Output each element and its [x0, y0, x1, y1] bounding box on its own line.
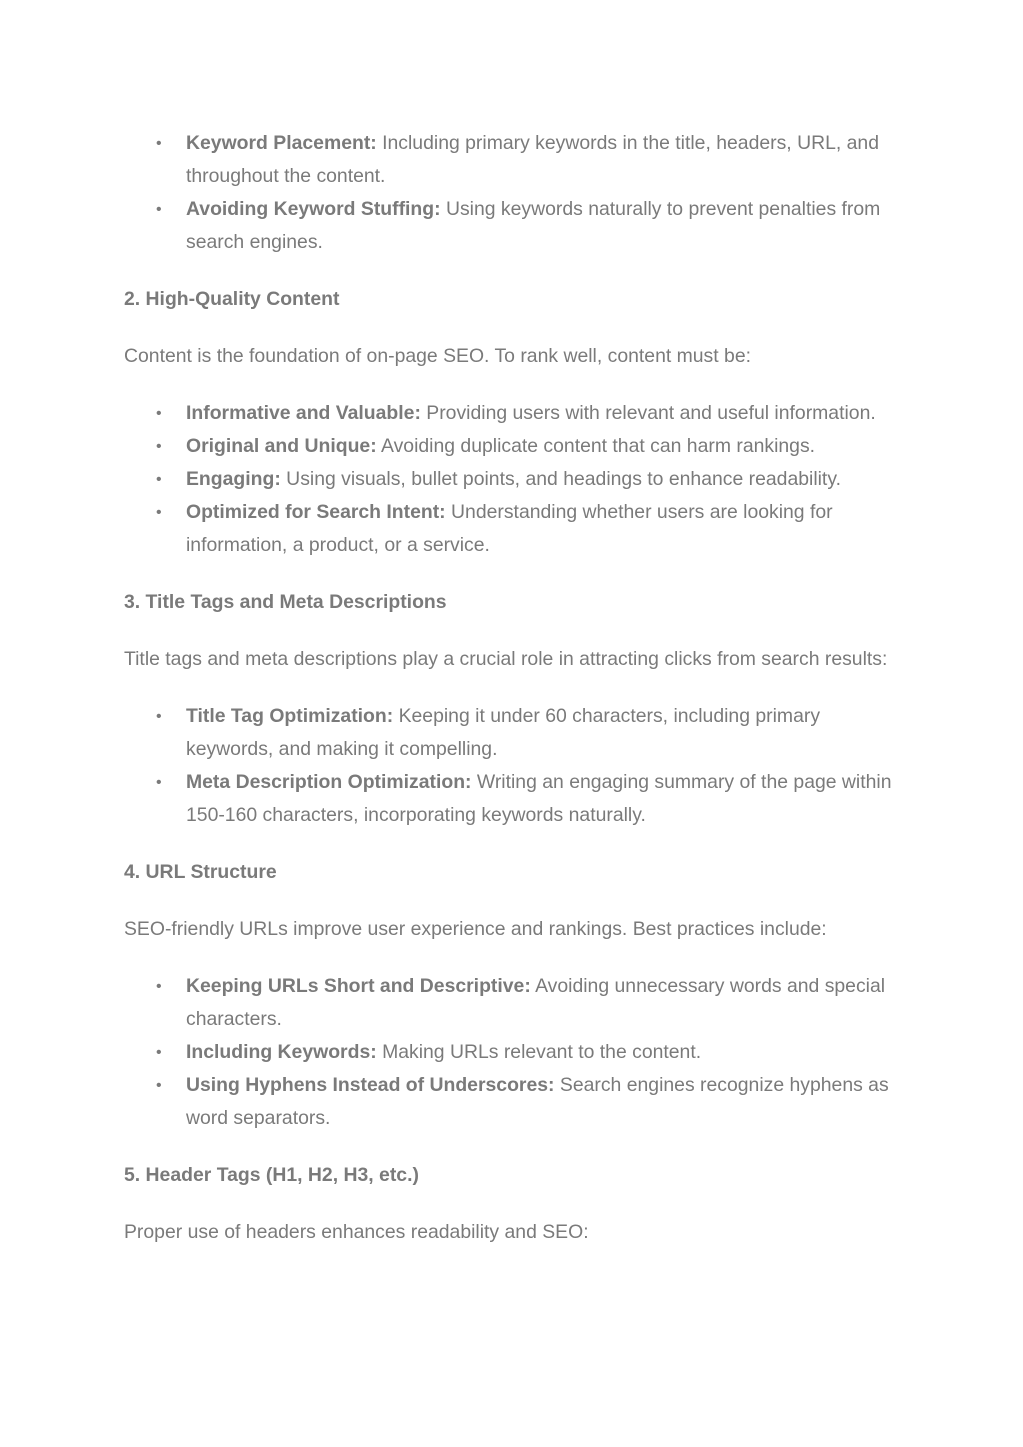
bullet-icon: • — [156, 405, 162, 422]
list-item — [124, 463, 904, 496]
bullet-icon: • — [156, 504, 162, 521]
paragraph: SEO-friendly URLs improve user experience and rankings. Best practices include: — [124, 918, 827, 940]
list-item — [124, 700, 904, 766]
list-item-label: Meta Description Optimization: — [186, 771, 472, 793]
bullet-icon: • — [156, 201, 162, 218]
bullet-icon: • — [156, 135, 162, 152]
bullet-icon: • — [156, 774, 162, 791]
list-item-text: Avoiding duplicate content that can harm rankings. — [376, 435, 816, 457]
list-item-text: Understanding whether users are looking for information, a product, or a service. — [186, 501, 833, 556]
bullet-icon: • — [156, 1044, 162, 1061]
list-item-text: Using keywords naturally to prevent penalties from search engines. — [186, 198, 881, 253]
list-item-text: Including primary keywords in the title, headers, URL, and throughout the content. — [186, 132, 879, 187]
list-item-label: Using Hyphens Instead of Underscores: — [186, 1074, 555, 1096]
list-item — [124, 1069, 904, 1135]
bullet-icon: • — [156, 708, 162, 725]
paragraph: Proper use of headers enhances readability and SEO: — [124, 1221, 589, 1243]
keyword-list — [124, 127, 904, 259]
list-item — [124, 430, 904, 463]
title-meta-list — [124, 700, 904, 832]
list-item-label: Keyword Placement: — [186, 132, 377, 154]
list-item-text: Avoiding unnecessary words and special characters. — [186, 975, 886, 1030]
list-item-text: Using visuals, bullet points, and headings to enhance readability. — [280, 468, 841, 490]
content-list — [124, 397, 904, 562]
bullet-icon: • — [156, 1077, 162, 1094]
list-item-label: Keeping URLs Short and Descriptive: — [186, 975, 531, 997]
list-item-label: Avoiding Keyword Stuffing: — [186, 198, 441, 220]
bullet-icon: • — [156, 471, 162, 488]
paragraph: Content is the foundation of on-page SEO. To rank well, content must be: — [124, 345, 751, 367]
list-item-text: Keeping it under 60 characters, including primary keywords, and making it compelling. — [186, 705, 821, 760]
list-item — [124, 127, 904, 193]
list-item-label: Engaging: — [186, 468, 281, 490]
section-heading: 3. Title Tags and Meta Descriptions — [124, 591, 447, 613]
section-heading: 5. Header Tags (H1, H2, H3, etc.) — [124, 1164, 419, 1186]
list-item-label: Original and Unique: — [186, 435, 377, 457]
list-item-text: Search engines recognize hyphens as word separators. — [186, 1074, 889, 1129]
list-item — [124, 766, 904, 832]
list-item-text: Providing users with relevant and useful information. — [420, 402, 876, 424]
list-item-label: Including Keywords: — [186, 1041, 377, 1063]
list-item-label: Optimized for Search Intent: — [186, 501, 446, 523]
bullet-icon: • — [156, 978, 162, 995]
list-item — [124, 397, 904, 430]
list-item-text: Making URLs relevant to the content. — [376, 1041, 702, 1063]
list-item — [124, 193, 904, 259]
paragraph: Title tags and meta descriptions play a crucial role in attracting clicks from search results: — [124, 648, 888, 670]
list-item-label: Informative and Valuable: — [186, 402, 421, 424]
document-page — [124, 127, 904, 1249]
section-heading: 2. High-Quality Content — [124, 288, 340, 310]
list-item — [124, 496, 904, 562]
list-item — [124, 970, 904, 1036]
list-item-text: Writing an engaging summary of the page within 150-160 characters, incorporating keywords naturally. — [186, 771, 892, 826]
section-heading: 4. URL Structure — [124, 861, 277, 883]
bullet-icon: • — [156, 438, 162, 455]
url-list — [124, 970, 904, 1135]
list-item — [124, 1036, 904, 1069]
list-item-label: Title Tag Optimization: — [186, 705, 394, 727]
